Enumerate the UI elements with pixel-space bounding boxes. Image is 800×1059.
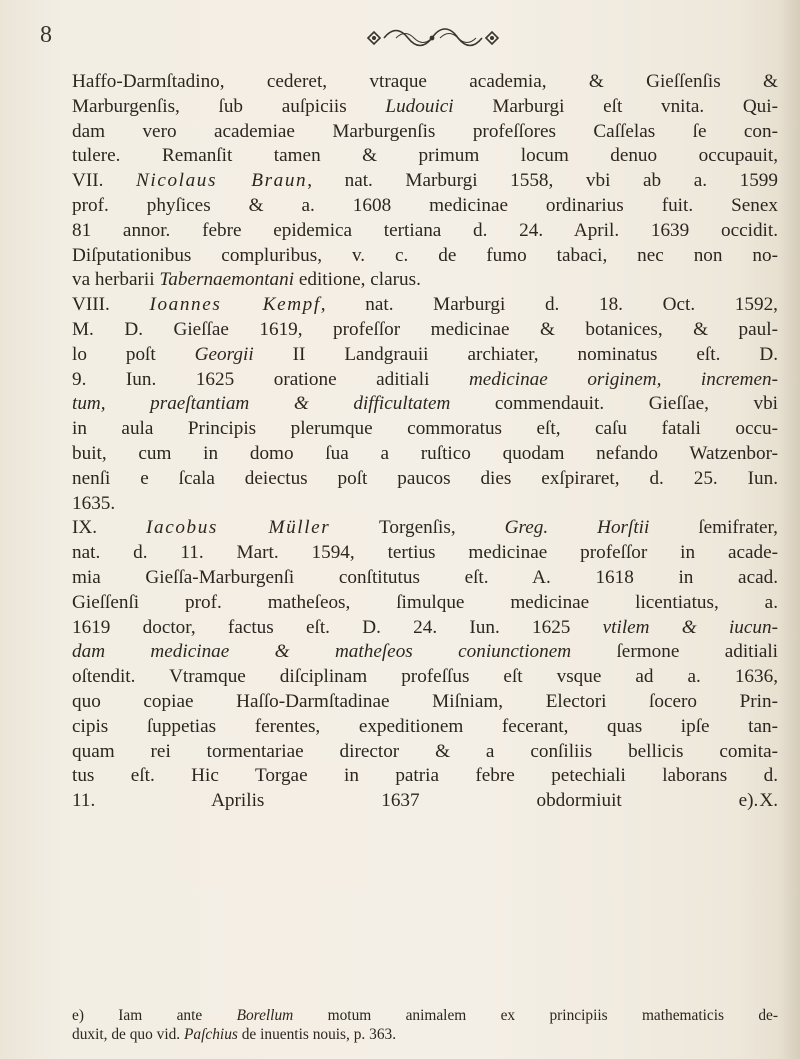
footnote: [72, 1006, 778, 1044]
page-header: [40, 20, 740, 60]
text-line: tus eſt. Hic Torgae in patria febre petechiali laborans d.: [72, 765, 778, 787]
text-line: Marburgenſis, ſub auſpiciis Ludouici Marburgi eſt vnita. Qui-: [72, 95, 778, 117]
text-line: Gieſſenſi prof. matheſeos, ſimulque medicinae licentiatus, a.: [72, 591, 778, 613]
text-line: quam rei tormentariae director & a conſiliis bellicis comita-: [72, 740, 778, 762]
text-line: buit, cum in domo ſua a ruſtico quodam nefando Watzenbor-: [72, 442, 778, 464]
text-line: 81 annor. febre epidemica tertiana d. 24. April. 1639 occidit.: [72, 219, 778, 241]
text-line: lo poſt Georgii II Landgrauii archiater, nominatus eſt. D.: [72, 343, 778, 365]
text-line: Haffo-Darmſtadino, cederet, vtraque academia, & Gieſſenſis &: [72, 71, 778, 92]
text-line: dam vero academiae Marburgenſis profeſſores Caſſelas ſe con-: [72, 120, 778, 142]
entry-ix: IX. Iacobus Müller Torgenſis, Greg. Horſtii ſemifrater,: [72, 517, 778, 539]
text-line: 9. Iun. 1625 oratione aditiali medicinae originem, incremen-: [72, 368, 778, 390]
text-line: nenſi e ſcala deiectus poſt paucos dies exſpiraret, d. 25. Iun.: [72, 467, 778, 489]
catchword: X.: [759, 790, 778, 812]
person-name: Nicolaus Braun: [136, 170, 308, 192]
person-name: Iacobus Müller: [146, 517, 331, 539]
text-line: dam medicinae & matheſeos coniunctionem ſermone aditiali: [72, 641, 778, 663]
entry-vii: VII. Nicolaus Braun, nat. Marburgi 1558, vbi ab a. 1599: [72, 170, 778, 192]
text-line: quo copiae Haſſo-Darmſtadinae Miſniam, Electori ſocero Prin-: [72, 690, 778, 712]
body-text: [72, 70, 778, 814]
text-line: oſtendit. Vtramque diſciplinam profeſſus eſt vsque ad a. 1636,: [72, 666, 778, 688]
text-line: nat. d. 11. Mart. 1594, tertius medicinae profeſſor in acade-: [72, 542, 778, 564]
text-line: va herbarii Tabernaemontani editione, clarus.: [72, 269, 421, 291]
text-line: tum, praeſtantiam & difficultatem commendauit. Gieſſae, vbi: [72, 393, 779, 415]
text-line: Diſputationibus compluribus, v. c. de fumo tabaci, nec non no-: [72, 244, 778, 266]
headpiece-ornament-icon: [360, 26, 510, 50]
text-line: in aula Principis plerumque commoratus eſt, caſu fatali occu-: [72, 418, 778, 440]
text-line: cipis ſuppetias ferentes, expeditionem fecerant, quas ipſe tan-: [72, 715, 778, 737]
text-line: prof. phyſices & a. 1608 medicinae ordinarius fuit. Senex: [72, 194, 778, 216]
text-line: 1635.: [72, 492, 116, 514]
text-line: mia Gieſſa-Marburgenſi conſtitutus eſt. A. 1618 in acad.: [72, 566, 778, 588]
text-line: M. D. Gieſſae 1619, profeſſor medicinae & botanices, & paul-: [72, 318, 778, 340]
text-line: tulere. Remanſit tamen & primum locum denuo occupauit,: [72, 145, 778, 167]
text-line: 1619 doctor, factus eſt. D. 24. Iun. 1625 vtilem & iucun-: [72, 616, 778, 638]
footnote-line: e) Iam ante Borellum motum animalem ex principiis mathematicis de-: [72, 1007, 779, 1024]
page-number: 8: [40, 22, 52, 48]
footnote-line: duxit, de quo vid. Paſchius de inuentis nouis, p. 363.: [72, 1026, 397, 1043]
text-line: 11. Aprilis 1637 obdormiuit e).X.: [72, 790, 778, 812]
person-name: Ioannes Kempf: [149, 294, 321, 316]
entry-viii: VIII. Ioannes Kempf, nat. Marburgi d. 18. Oct. 1592,: [72, 294, 778, 316]
